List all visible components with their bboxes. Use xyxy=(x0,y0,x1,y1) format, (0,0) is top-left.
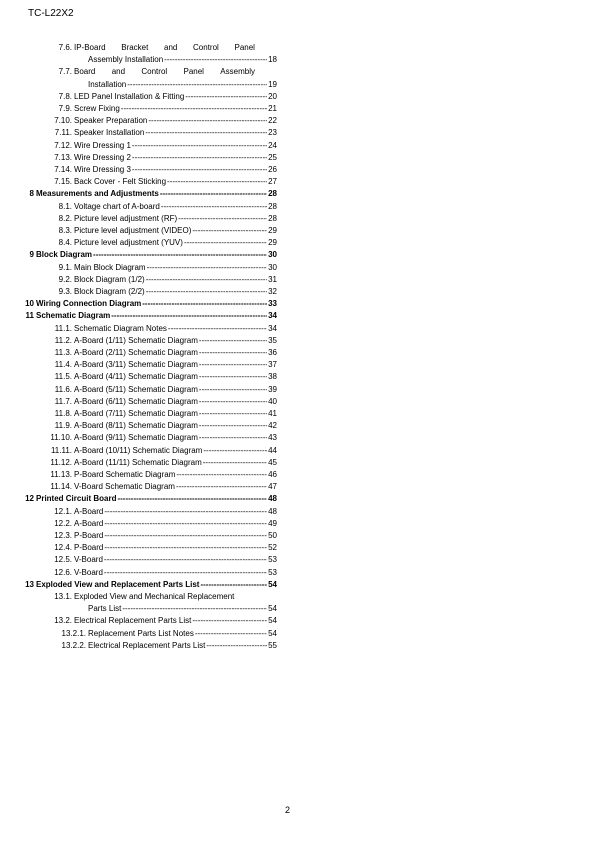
toc-entry-page: 54 xyxy=(268,616,277,626)
toc-entry-title: Main Block Diagram xyxy=(74,262,146,272)
toc-entry-title: Parts List xyxy=(88,604,122,614)
toc-entry-page: 28 xyxy=(268,201,277,211)
toc-entry-title: Replacement Parts List Notes xyxy=(88,628,194,638)
toc-entry-number: 11.11. xyxy=(50,445,72,455)
toc-entry[interactable] xyxy=(0,152,595,164)
toc-entry-page: 34 xyxy=(268,323,277,333)
toc-entry-title: Speaker Installation xyxy=(74,128,145,138)
dot-leader xyxy=(104,518,267,530)
dot-leader xyxy=(199,371,267,383)
toc-entry-page: 28 xyxy=(268,189,277,199)
toc-entry-title-word: Bracket xyxy=(121,43,149,52)
toc-entry-page: 30 xyxy=(268,250,277,260)
toc-entry-number: 13.1. xyxy=(54,592,72,601)
toc-entry-page: 34 xyxy=(268,311,277,321)
toc-entry-title: Wiring Connection Diagram xyxy=(36,299,142,309)
dot-leader xyxy=(185,91,267,103)
dot-leader xyxy=(164,54,267,66)
toc-entry-title: Screw Fixing xyxy=(74,104,120,113)
toc-entry-page: 46 xyxy=(268,470,277,479)
dot-leader xyxy=(132,140,267,152)
toc-entry-title: Voltage chart of A-board xyxy=(74,201,160,211)
dot-leader xyxy=(199,359,267,371)
toc-entry-number: 11.2. xyxy=(54,335,72,345)
toc-entry-page: 36 xyxy=(268,348,277,357)
toc-entry-number: 7.6. xyxy=(58,43,72,52)
toc-entry[interactable] xyxy=(0,249,595,261)
toc-entry-page: 53 xyxy=(268,567,277,577)
toc-entry-title: Wire Dressing 1 xyxy=(74,140,131,150)
toc-entry-title: Schematic Diagram Notes xyxy=(74,323,167,333)
toc-entry-number: 8 xyxy=(29,189,34,199)
toc-entry[interactable] xyxy=(0,481,595,493)
toc-entry-title: P-Board xyxy=(74,543,104,553)
toc-entry-title: Printed Circuit Board xyxy=(36,494,117,504)
toc-entry-page: 38 xyxy=(268,372,277,382)
toc-entry-number: 7.9. xyxy=(58,104,72,113)
toc-entry-title: A-Board (9/11) Schematic Diagram xyxy=(74,433,198,443)
toc-entry[interactable] xyxy=(0,640,595,652)
toc-entry-title: A-Board (11/11) Schematic Diagram xyxy=(74,457,202,467)
dot-leader xyxy=(200,579,267,591)
toc-entry-number: 13.2.2. xyxy=(61,640,86,650)
toc-entry-page: 21 xyxy=(268,104,277,113)
toc-entry-title: Picture level adjustment (YUV) xyxy=(74,238,183,248)
toc-entry-title-word: Board xyxy=(74,67,96,77)
dot-leader xyxy=(93,249,267,261)
toc-entry[interactable] xyxy=(0,127,595,139)
dot-leader xyxy=(192,615,267,627)
toc-entry-page: 18 xyxy=(268,55,277,65)
toc-entry-number: 12.3. xyxy=(54,531,72,540)
toc-entry[interactable] xyxy=(0,457,595,469)
dot-leader xyxy=(147,262,268,274)
toc-entry-title: Picture level adjustment (RF) xyxy=(74,213,178,223)
toc-entry-number: 7.15. xyxy=(54,177,72,187)
toc-entry-page: 20 xyxy=(268,91,277,101)
toc-entry[interactable] xyxy=(0,591,595,614)
toc-entry-page: 22 xyxy=(268,116,277,126)
toc-entry-title: LED Panel Installation & Fitting xyxy=(74,91,185,101)
toc-entry-number: 12.5. xyxy=(54,555,72,565)
dot-leader xyxy=(104,554,267,566)
dot-leader xyxy=(117,493,267,505)
dot-leader xyxy=(203,457,267,469)
dot-leader xyxy=(195,628,267,640)
toc-entry-number: 11.12. xyxy=(50,457,72,467)
toc-entry-page: 41 xyxy=(268,409,277,418)
toc-entry[interactable] xyxy=(0,201,595,213)
dot-leader xyxy=(111,310,267,322)
dot-leader xyxy=(176,481,267,493)
toc-entry[interactable] xyxy=(0,42,595,65)
dot-leader xyxy=(146,286,267,298)
toc-entry-number: 7.13. xyxy=(54,152,72,162)
dot-leader xyxy=(104,506,267,518)
toc-entry[interactable] xyxy=(0,396,595,408)
toc-entry-title-word: IP-Board xyxy=(74,43,106,52)
toc-entry-number: 7.12. xyxy=(54,140,72,150)
toc-entry-title-word: Control xyxy=(193,43,219,52)
toc-entry-title: A-Board (2/11) Schematic Diagram xyxy=(74,348,198,357)
toc-entry-number: 13 xyxy=(25,579,34,589)
toc-entry-number: 11.7. xyxy=(54,396,72,406)
toc-entry-page: 32 xyxy=(268,287,277,296)
dot-leader xyxy=(146,274,267,286)
toc-entry-title-line xyxy=(74,42,255,54)
dot-leader xyxy=(176,469,267,481)
toc-entry[interactable] xyxy=(0,115,595,127)
toc-entry[interactable] xyxy=(0,506,595,518)
toc-entry-number: 9.1. xyxy=(58,262,72,272)
toc-entry-page: 37 xyxy=(268,360,277,370)
dot-leader xyxy=(121,103,267,115)
toc-entry-title-text: Exploded View and Mechanical Replacement xyxy=(74,592,235,601)
toc-entry[interactable] xyxy=(0,615,595,627)
toc-entry[interactable] xyxy=(0,628,595,640)
toc-entry-title: A-Board (3/11) Schematic Diagram xyxy=(74,360,198,370)
toc-entry-title-word: and xyxy=(111,67,126,77)
toc-entry-number: 7.8. xyxy=(58,91,72,101)
toc-entry-title-word: Control xyxy=(141,67,168,77)
toc-entry[interactable] xyxy=(0,554,595,566)
toc-entry-page: 50 xyxy=(268,531,277,540)
toc-entry-title: V-Board xyxy=(74,555,103,565)
toc-entry-number: 11.8. xyxy=(54,409,72,418)
dot-leader xyxy=(168,323,267,335)
toc-entry-title: Electrical Replacement Parts List xyxy=(88,640,206,650)
toc-entry-number: 11.14. xyxy=(50,482,72,492)
toc-entry[interactable] xyxy=(0,359,595,371)
toc-entry[interactable] xyxy=(0,323,595,335)
dot-leader xyxy=(161,201,267,213)
dot-leader xyxy=(122,603,267,615)
toc-entry-title: Measurements and Adjustments xyxy=(36,189,159,199)
toc-entry-title: A-Board (7/11) Schematic Diagram xyxy=(74,409,198,418)
toc-entry-page: 29 xyxy=(268,226,277,235)
dot-leader xyxy=(203,445,267,457)
toc-entry[interactable] xyxy=(0,310,595,322)
toc-entry-number: 8.1. xyxy=(58,201,72,211)
dot-leader xyxy=(132,164,267,176)
toc-entry-number: 8.2. xyxy=(58,213,72,223)
toc-entry-page: 54 xyxy=(268,604,277,614)
toc-entry-number: 7.7. xyxy=(58,67,72,77)
dot-leader xyxy=(192,225,267,237)
toc-entry-page: 35 xyxy=(268,335,277,345)
toc-entry-title-word: Panel xyxy=(234,43,255,52)
toc-entry-page: 54 xyxy=(268,628,277,638)
toc-entry-title: A-Board xyxy=(74,518,104,528)
toc-entry-page: 45 xyxy=(268,457,277,467)
toc-entry-page: 27 xyxy=(268,177,277,187)
toc-entry[interactable] xyxy=(0,542,595,554)
toc-entry-title: Wire Dressing 3 xyxy=(74,165,131,174)
toc-entry-page: 55 xyxy=(268,640,277,650)
toc-entry[interactable] xyxy=(0,445,595,457)
toc-entry[interactable] xyxy=(0,518,595,530)
toc-entry-title: Electrical Replacement Parts List xyxy=(74,616,192,626)
toc-entry-number: 11 xyxy=(25,311,34,321)
toc-entry[interactable] xyxy=(0,91,595,103)
toc-entry-page: 43 xyxy=(268,433,277,443)
toc-entry-title: Block Diagram xyxy=(36,250,93,260)
dot-leader xyxy=(142,298,267,310)
dot-leader xyxy=(132,152,267,164)
toc-entry-number: 12 xyxy=(25,494,34,504)
toc-entry-title: A-Board xyxy=(74,506,104,516)
toc-entry[interactable] xyxy=(0,335,595,347)
toc-entry[interactable] xyxy=(0,530,595,542)
toc-entry-page: 25 xyxy=(268,152,277,162)
dot-leader xyxy=(148,115,267,127)
toc-entry-title: Assembly Installation xyxy=(88,55,164,65)
toc-entry-title: A-Board (8/11) Schematic Diagram xyxy=(74,421,198,431)
toc-entry-number: 11.5. xyxy=(54,372,72,382)
toc-entry-number: 8.4. xyxy=(58,238,72,248)
toc-entry-number: 11.6. xyxy=(54,384,72,394)
toc-entry-page: 19 xyxy=(268,79,277,89)
toc-entry-number: 12.1. xyxy=(54,506,72,516)
toc-entry-page: 23 xyxy=(268,128,277,138)
toc-entry-number: 9.3. xyxy=(58,287,72,296)
toc-entry-page: 49 xyxy=(268,518,277,528)
toc-entry-page: 26 xyxy=(268,165,277,174)
toc-entry-title: A-Board (5/11) Schematic Diagram xyxy=(74,384,198,394)
toc-entry-number: 8.3. xyxy=(58,226,72,235)
toc-entry-number: 7.11. xyxy=(54,128,72,138)
dot-leader xyxy=(167,176,267,188)
toc-entry-number: 12.4. xyxy=(54,543,72,553)
toc-entry-title: Exploded View and Replacement Parts List xyxy=(36,579,200,589)
dot-leader xyxy=(145,127,267,139)
toc-entry[interactable] xyxy=(0,213,595,225)
toc-entry[interactable] xyxy=(0,469,595,481)
toc-entry[interactable] xyxy=(0,237,595,249)
toc-entry[interactable] xyxy=(0,188,595,200)
document-model-header: TC-L22X2 xyxy=(28,8,74,19)
toc-entry-number: 10 xyxy=(25,299,34,309)
toc-entry-page: 48 xyxy=(268,494,277,504)
toc-entry-number: 11.13. xyxy=(50,470,72,479)
dot-leader xyxy=(199,347,267,359)
toc-entry-page: 40 xyxy=(268,396,277,406)
toc-entry-page: 28 xyxy=(268,213,277,223)
toc-entry-title: Block Diagram (1/2) xyxy=(74,274,145,284)
toc-entry-number: 11.4. xyxy=(54,360,72,370)
dot-leader xyxy=(199,335,267,347)
toc-entry[interactable] xyxy=(0,384,595,396)
toc-entry[interactable] xyxy=(0,262,595,274)
toc-entry-page: 54 xyxy=(268,579,277,589)
toc-entry-title: Installation xyxy=(88,79,127,89)
dot-leader xyxy=(199,408,267,420)
dot-leader xyxy=(104,530,267,542)
dot-leader xyxy=(199,420,267,432)
toc-entry[interactable] xyxy=(0,493,595,505)
toc-entry-page: 29 xyxy=(268,238,277,248)
toc-entry-title-line xyxy=(74,66,255,78)
toc-entry-title: A-Board (1/11) Schematic Diagram xyxy=(74,335,198,345)
toc-entry[interactable] xyxy=(0,408,595,420)
toc-entry[interactable] xyxy=(0,103,595,115)
toc-entry-number: 9 xyxy=(29,250,34,260)
toc-entry-title-word: and xyxy=(164,43,178,52)
toc-entry-page: 33 xyxy=(268,299,277,309)
toc-entry[interactable] xyxy=(0,140,595,152)
toc-entry-title-line xyxy=(74,591,234,603)
toc-entry-title: Back Cover - Felt Sticking xyxy=(74,177,167,187)
toc-entry-number: 7.14. xyxy=(54,165,72,174)
toc-entry-title-word: Assembly xyxy=(220,67,255,77)
toc-entry-title: P-Board Schematic Diagram xyxy=(74,470,176,479)
dot-leader xyxy=(199,384,267,396)
toc-entry-title-word: Panel xyxy=(183,67,204,77)
toc-entry-title: V-Board Schematic Diagram xyxy=(74,482,175,492)
toc-entry-number: 11.1. xyxy=(54,323,72,333)
dot-leader xyxy=(184,237,267,249)
toc-entry[interactable] xyxy=(0,286,595,298)
page-number: 2 xyxy=(285,805,291,815)
toc-entry-page: 31 xyxy=(268,274,277,284)
dot-leader xyxy=(160,188,267,200)
toc-entry[interactable] xyxy=(0,176,595,188)
toc-entry-page: 42 xyxy=(268,421,277,431)
toc-entry-number: 13.2. xyxy=(54,616,72,626)
dot-leader xyxy=(199,396,267,408)
toc-entry-title: A-Board (10/11) Schematic Diagram xyxy=(74,445,203,455)
toc-entry[interactable] xyxy=(0,164,595,176)
toc-entry-page: 24 xyxy=(268,140,277,150)
dot-leader xyxy=(104,542,267,554)
dot-leader xyxy=(206,640,267,652)
dot-leader xyxy=(127,79,267,91)
toc-entry-page: 47 xyxy=(268,482,277,492)
toc-entry-number: 9.2. xyxy=(58,274,72,284)
toc-entry[interactable] xyxy=(0,579,595,591)
toc-entry[interactable] xyxy=(0,298,595,310)
toc-entry[interactable] xyxy=(0,225,595,237)
toc-entry[interactable] xyxy=(0,371,595,383)
toc-entry-title: Schematic Diagram xyxy=(36,311,111,321)
toc-entry-page: 52 xyxy=(268,543,277,553)
toc-entry-number: 7.10. xyxy=(54,116,72,126)
toc-entry-title: Speaker Preparation xyxy=(74,116,148,126)
toc-entry-number: 11.10. xyxy=(50,433,72,443)
dot-leader xyxy=(104,567,267,579)
dot-leader xyxy=(178,213,267,225)
toc-entry[interactable] xyxy=(0,274,595,286)
toc-entry-title: Picture level adjustment (VIDEO) xyxy=(74,226,192,235)
toc-entry-page: 53 xyxy=(268,555,277,565)
toc-entry-number: 13.2.1. xyxy=(61,628,86,638)
dot-leader xyxy=(199,432,267,444)
toc-entry-number: 12.6. xyxy=(54,567,72,577)
toc-entry[interactable] xyxy=(0,347,595,359)
toc-entry-title: Wire Dressing 2 xyxy=(74,152,131,162)
toc-entry-page: 30 xyxy=(268,262,277,272)
toc-entry-number: 11.9. xyxy=(54,421,72,431)
toc-entry[interactable] xyxy=(0,432,595,444)
toc-entry-page: 39 xyxy=(268,384,277,394)
toc-entry-title: Block Diagram (2/2) xyxy=(74,287,145,296)
toc-entry[interactable] xyxy=(0,420,595,432)
toc-entry-title: P-Board xyxy=(74,531,104,540)
toc-entry-number: 12.2. xyxy=(54,518,72,528)
toc-entry-title: A-Board (4/11) Schematic Diagram xyxy=(74,372,198,382)
toc-entry-title: V-Board xyxy=(74,567,103,577)
toc-entry-page: 48 xyxy=(268,506,277,516)
toc-entry[interactable] xyxy=(0,66,595,89)
toc-entry[interactable] xyxy=(0,567,595,579)
toc-entry-number: 11.3. xyxy=(54,348,72,357)
toc-entry-page: 44 xyxy=(268,445,277,455)
toc-entry-title: A-Board (6/11) Schematic Diagram xyxy=(74,396,198,406)
